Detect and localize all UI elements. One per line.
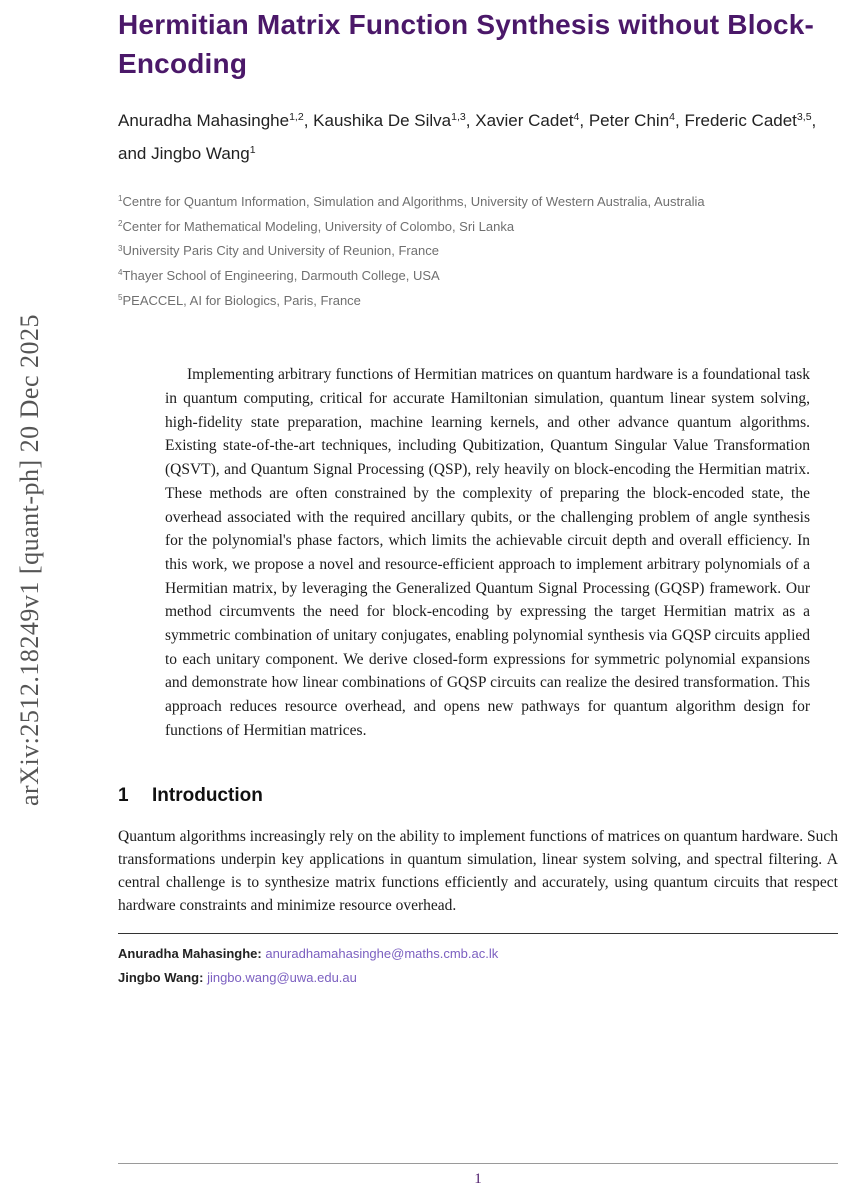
abstract-text: Implementing arbitrary functions of Hermitian matrices on quantum hardware is a foundational task in quantum computing, critical for accurate Hamiltonian simulation, quantum linear system solving, high-fidelity state preparation, machine learning kernels, and other advance quantum algorithms. Existing state-of-the-art techniques, including Qubitization, Quantum Singular Value Transformation (QSVT), and Quantum Signal Processing (QSP), rely heavily on block-encoding the Hermitian matrix. These methods are often constrained by the complexity of preparing the block-encoded state, the overhead associated with the required ancillary qubits, or the challenging problem of angle synthesis for the polynomial's phase factors, which limits the achievable circuit depth and overall efficiency. In this work, we propose a novel and resource-efficient approach to implement arbitrary polynomials of a Hermitian matrix, by leveraging the Generalized Quantum Signal Processing (GQSP) framework. Our method circumvents the need for block-encoding by expressing the target Hermitian matrix as a symmetric combination of unitary conjugates, enabling polynomial synthesis via GQSP circuits applied to each unitary component. We derive closed-form expressions for symmetric polynomial expansions and demonstrate how linear combinations of GQSP circuits can realize the desired transformation. This approach reduces resource overhead, and opens new pathways for quantum algorithm design for functions of Hermitian matrices.: [165, 366, 810, 739]
affiliation-item: [118, 289, 838, 314]
author-name: Kaushika De Silva: [313, 111, 452, 131]
author-superscript: 1,2: [289, 111, 304, 124]
affiliations-block: [118, 190, 838, 313]
author-superscript: 4: [573, 111, 580, 124]
author-separator: ,: [303, 111, 314, 131]
footnote-author-label: Jingbo Wang:: [118, 970, 208, 986]
footer-divider: [118, 1163, 838, 1164]
affiliation-text: PEACCEL, AI for Biologics, Paris, France: [122, 292, 361, 308]
page-number: 1: [474, 1171, 482, 1187]
authors-line: [118, 105, 838, 170]
author-separator: ,: [579, 111, 589, 131]
footnote-email-link[interactable]: jingbo.wang@uwa.edu.au: [207, 970, 357, 986]
page-footer: [118, 1163, 838, 1188]
affiliation-superscript: 2: [118, 219, 123, 229]
affiliation-item: [118, 190, 838, 215]
footnote-item: [118, 942, 838, 966]
author-name: and Jingbo Wang: [118, 143, 250, 163]
footnote-item: [118, 966, 838, 990]
section-title: Introduction: [152, 784, 263, 806]
affiliation-item: [118, 239, 838, 264]
footnotes-block: [118, 942, 838, 990]
author-name: Anuradha Mahasinghe: [118, 111, 290, 131]
author-name: Frederic Cadet: [684, 111, 797, 131]
arxiv-stamp: arXiv:2512.18249v1 [quant-ph] 20 Dec 2025: [15, 313, 44, 807]
affiliation-text: University Paris City and University of Reunion, France: [122, 243, 439, 259]
affiliation-text: Thayer School of Engineering, Darmouth College, USA: [122, 267, 440, 283]
paper-title: Hermitian Matrix Function Synthesis without Block-Encoding: [118, 9, 815, 79]
author-superscript: 4: [669, 111, 676, 124]
section-number: 1: [118, 784, 129, 806]
affiliation-text: Center for Mathematical Modeling, University of Colombo, Sri Lanka: [122, 218, 515, 234]
affiliation-item: [118, 264, 838, 289]
author-name: Peter Chin: [588, 111, 670, 131]
footnote-author-label: Anuradha Mahasinghe:: [118, 946, 266, 962]
author-name: Xavier Cadet: [475, 111, 574, 131]
section-heading-introduction: [118, 785, 838, 807]
footnote-email-link[interactable]: anuradhamahasinghe@maths.cmb.ac.lk: [265, 946, 499, 962]
paper-content: [118, 0, 838, 990]
footnote-divider: [118, 933, 838, 934]
author-separator: ,: [465, 111, 476, 131]
abstract-block: [165, 363, 810, 742]
affiliation-item: [118, 215, 838, 240]
author-separator: ,: [675, 111, 685, 131]
affiliation-superscript: 5: [118, 293, 123, 303]
affiliation-text: Centre for Quantum Information, Simulation and Algorithms, University of Western Australia, Australia: [122, 193, 705, 209]
author-superscript: 1: [249, 143, 256, 156]
introduction-paragraph: Quantum algorithms increasingly rely on the ability to implement functions of matrices on quantum hardware. Such transformations underpin key applications in quantum simulation, linear system solving, and spectral filtering. A central challenge is to synthesize matrix functions efficiently and accurately, using quantum circuits that respect hardware constraints and minimize resource overhead.: [118, 827, 838, 915]
affiliation-superscript: 1: [118, 194, 123, 204]
affiliation-superscript: 3: [118, 243, 123, 253]
author-superscript: 1,3: [451, 111, 466, 124]
author-superscript: 3,5: [796, 111, 812, 124]
author-separator: ,: [811, 111, 817, 131]
affiliation-superscript: 4: [118, 268, 123, 278]
